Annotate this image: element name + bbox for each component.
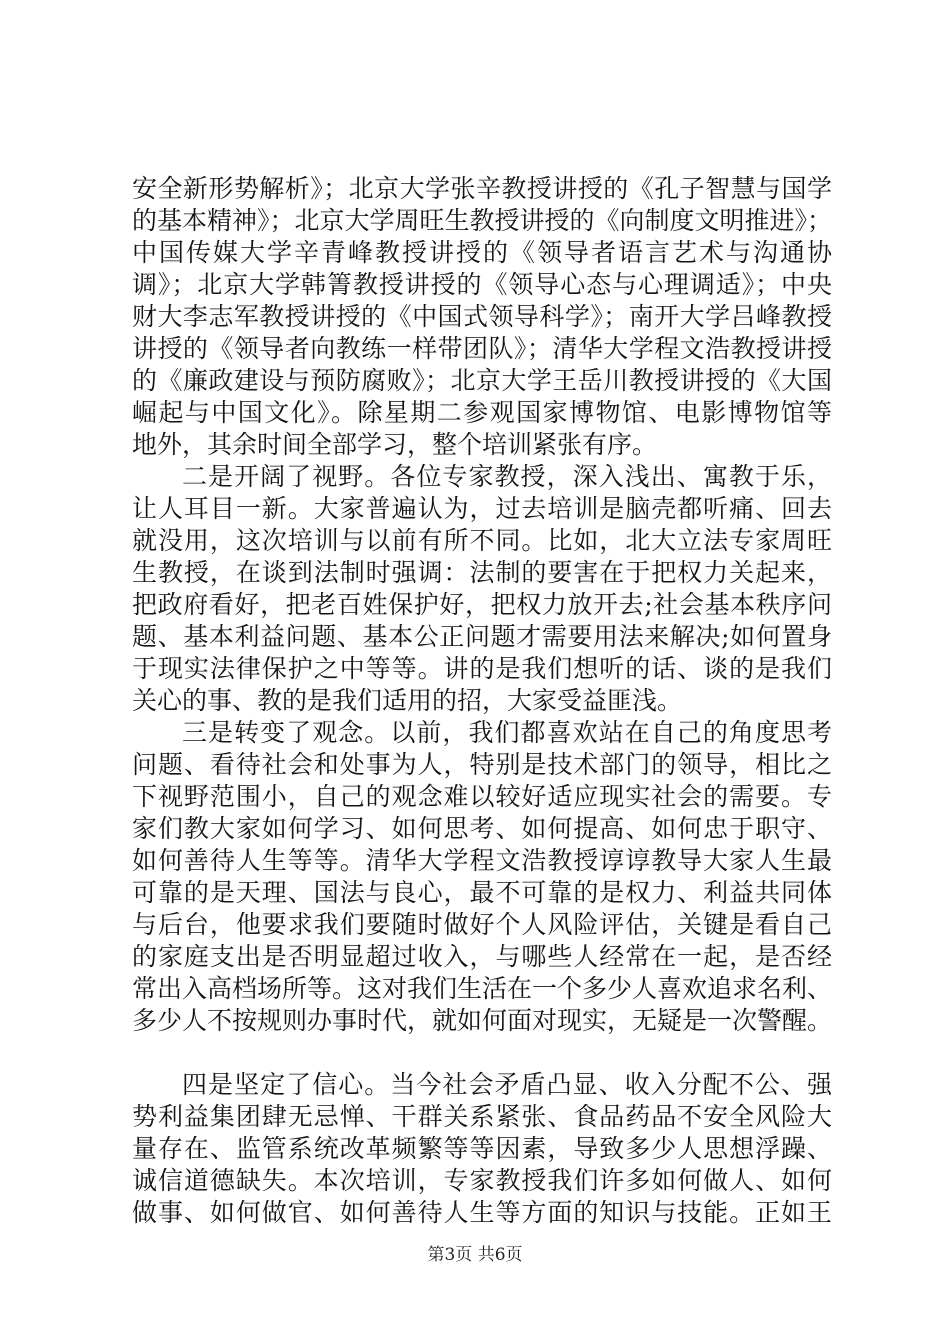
text-line: 的家庭支出是否明显超过收入，与哪些人经常在一起，是否经 bbox=[132, 942, 832, 971]
text-line: 的基本精神》；北京大学周旺生教授讲授的《向制度文明推进》； bbox=[132, 206, 833, 235]
text-line: 问题、看待社会和处事为人，特别是技术部门的领导，相比之 bbox=[132, 750, 832, 779]
text-line: 如何善待人生等等。清华大学程文浩教授谆谆教导大家人生最 bbox=[132, 846, 832, 875]
text-line: 的《廉政建设与预防腐败》；北京大学王岳川教授讲授的《大国 bbox=[132, 366, 832, 395]
text-line: 安全新形势解析》；北京大学张辛教授讲授的《孔子智慧与国学 bbox=[132, 174, 832, 203]
text-line: 财大李志军教授讲授的《中国式领导科学》；南开大学吕峰教授 bbox=[132, 302, 832, 331]
paragraph-3 bbox=[132, 717, 832, 1037]
text-line: 常出入高档场所等。这对我们生活在一个多少人喜欢追求名利、 bbox=[132, 974, 833, 1003]
text-line: 家们教大家如何学习、如何思考、如何提高、如何忠于职守、 bbox=[132, 814, 832, 843]
page-footer bbox=[0, 1244, 950, 1266]
text-line: 三是转变了观念。以前，我们都喜欢站在自己的角度思考 bbox=[182, 718, 832, 747]
text-line: 讲授的《领导者向教练一样带团队》；清华大学程文浩教授讲授 bbox=[132, 334, 832, 363]
text-line: 做事、如何做官、如何善待人生等方面的知识与技能。正如王 bbox=[132, 1198, 832, 1227]
text-line: 地外，其余时间全部学习，整个培训紧张有序。 bbox=[132, 430, 658, 459]
paragraph-2 bbox=[132, 461, 832, 717]
text-line: 下视野范围小，自己的观念难以较好适应现实社会的需要。专 bbox=[132, 782, 832, 811]
text-line: 多少人不按规则办事时代，就如何面对现实，无疑是一次警醒。 bbox=[132, 1006, 833, 1035]
text-line: 诚信道德缺失。本次培训，专家教授我们许多如何做人、如何 bbox=[132, 1166, 832, 1195]
text-line: 四是坚定了信心。当今社会矛盾凸显、收入分配不公、强 bbox=[182, 1070, 832, 1099]
text-line: 关心的事、教的是我们适用的招，大家受益匪浅。 bbox=[132, 686, 683, 715]
text-line: 就没用，这次培训与以前有所不同。比如，北大立法专家周旺 bbox=[132, 526, 832, 555]
text-line: 量存在、监管系统改革频繁等等因素，导致多少人思想浮躁、 bbox=[132, 1134, 832, 1163]
text-line: 势利益集团肆无忌惮、干群关系紧张、食品药品不安全风险大 bbox=[132, 1102, 832, 1131]
paragraph-4 bbox=[132, 1069, 832, 1229]
text-line: 崛起与中国文化》。除星期二参观国家博物馆、电影博物馆等 bbox=[132, 398, 832, 427]
text-line: 把政府看好，把老百姓保护好，把权力放开去;社会基本秩序问 bbox=[132, 590, 832, 619]
paragraph-1 bbox=[132, 173, 832, 461]
text-line: 生教授，在谈到法制时强调：法制的要害在于把权力关起来， bbox=[132, 558, 832, 587]
text-line: 调》；北京大学韩箐教授讲授的《领导心态与心理调适》；中央 bbox=[132, 270, 832, 299]
text-line: 让人耳目一新。大家普遍认为，过去培训是脑壳都听痛、回去 bbox=[132, 494, 832, 523]
text-line: 题、基本利益问题、基本公正问题才需要用法来解决;如何置身 bbox=[132, 622, 832, 651]
text-line: 可靠的是天理、国法与良心，最不可靠的是权力、利益共同体 bbox=[132, 878, 832, 907]
page-number: 第3页 共6页 bbox=[427, 1245, 523, 1265]
paragraph-gap bbox=[132, 1037, 832, 1069]
text-line: 中国传媒大学辛青峰教授讲授的《领导者语言艺术与沟通协 bbox=[132, 238, 832, 267]
text-line: 于现实法律保护之中等等。讲的是我们想听的话、谈的是我们 bbox=[132, 654, 832, 683]
text-line: 与后台，他要求我们要随时做好个人风险评估，关键是看自己 bbox=[132, 910, 832, 939]
document-body bbox=[132, 173, 832, 1229]
text-line: 二是开阔了视野。各位专家教授，深入浅出、寓教于乐， bbox=[182, 462, 832, 491]
